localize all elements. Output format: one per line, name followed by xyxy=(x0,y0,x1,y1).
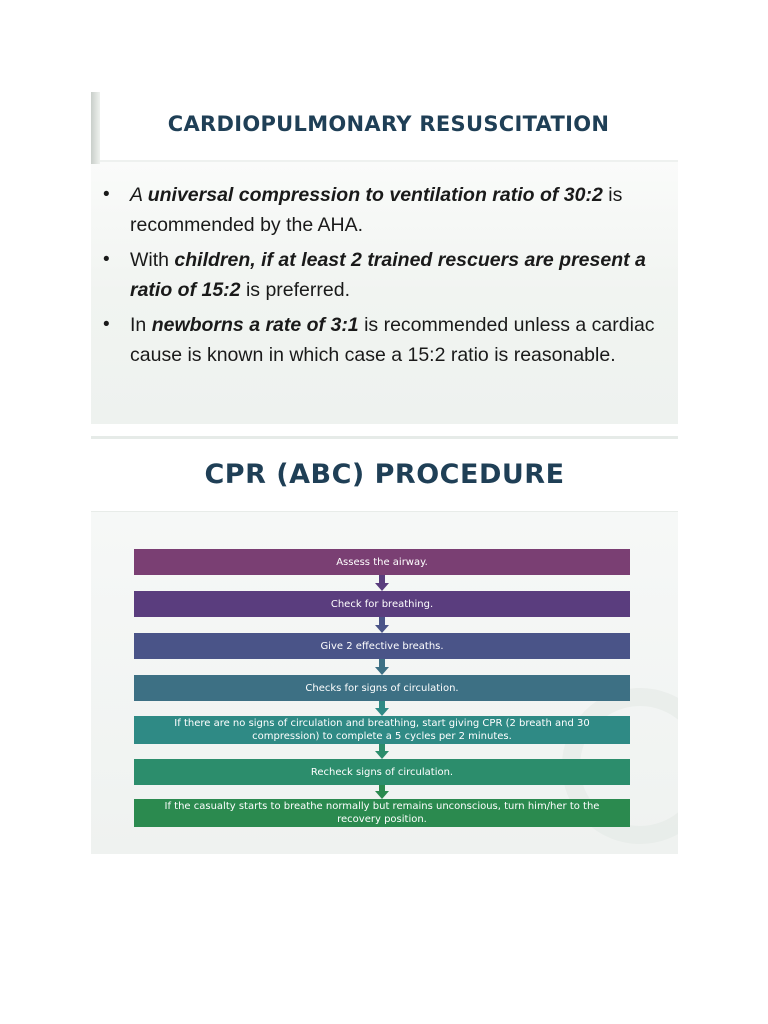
slide-cpr-procedure xyxy=(91,436,678,854)
slide-title: CARDIOPULMONARY RESUSCITATION xyxy=(167,112,610,136)
arrow-down-icon xyxy=(375,583,389,591)
bullet-text: newborns a rate of 3:1 xyxy=(151,314,359,336)
bullet-item xyxy=(103,245,673,305)
bullet-text: is preferred. xyxy=(240,279,350,301)
procedure-step: Recheck signs of circulation. xyxy=(134,759,630,785)
bullet-dot-icon: • xyxy=(103,314,110,335)
bullet-dot-icon: • xyxy=(103,184,110,205)
bullet-text: is recommended by the AHA. xyxy=(130,184,623,236)
bullet-text: With xyxy=(130,249,175,271)
slide-cardiopulmonary-resuscitation xyxy=(91,92,678,424)
procedure-step: If there are no signs of circulation and breathing, start giving CPR (2 breath and 30 compression) to complete a 5 cycles per 2 minutes. xyxy=(134,716,630,744)
slide-title: CPR (ABC) PROCEDURE xyxy=(204,459,565,490)
bullet-item xyxy=(103,310,673,370)
bullet-text: In xyxy=(130,314,152,336)
arrow-down-icon xyxy=(375,791,389,799)
procedure-step: Give 2 effective breaths. xyxy=(134,633,630,659)
bullet-text: A xyxy=(130,184,148,206)
arrow-down-icon xyxy=(375,625,389,633)
arrow-down-icon xyxy=(375,708,389,716)
bullet-text: children, if at least 2 trained rescuers are present a ratio of 15:2 xyxy=(130,249,646,301)
arrow-down-icon xyxy=(375,751,389,759)
procedure-step: Checks for signs of circulation. xyxy=(134,675,630,701)
bullet-text: is recommended unless a cardiac cause is known in which case a 15:2 ratio is reasonable. xyxy=(130,314,655,366)
procedure-step: If the casualty starts to breathe normally but remains unconscious, turn him/her to the recovery position. xyxy=(134,799,630,827)
procedure-step: Check for breathing. xyxy=(134,591,630,617)
arrow-down-icon xyxy=(375,667,389,675)
bullet-item xyxy=(103,180,673,240)
bullet-text: universal compression to ventilation ratio of 30:2 xyxy=(147,184,603,206)
bullet-dot-icon: • xyxy=(103,249,110,270)
bullet-list xyxy=(103,180,673,375)
procedure-step: Assess the airway. xyxy=(134,549,630,575)
